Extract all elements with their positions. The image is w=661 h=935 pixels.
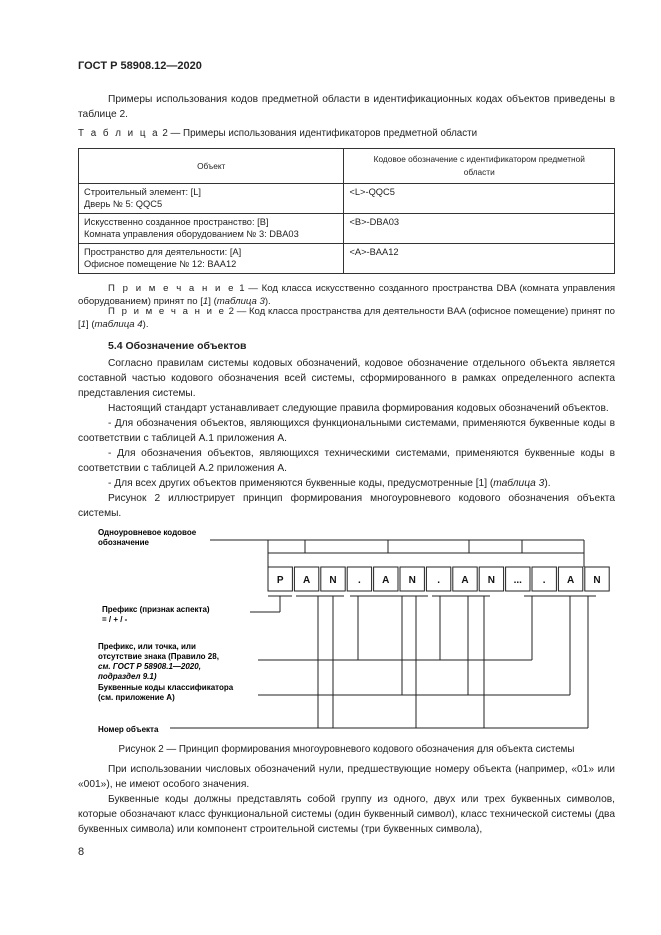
note-text: ] ( (208, 296, 217, 307)
code-box-char: . (358, 575, 361, 586)
note-text: 1 — Код класса искусственно созданного пространства DBA (комната управления оборудованием) принят по [ (78, 283, 616, 307)
table-cell-object (79, 184, 344, 214)
body-text (78, 356, 615, 521)
label-object-number: Номер объекта (98, 725, 159, 734)
paragraph-text: ). (544, 478, 551, 489)
figure-labels (98, 528, 234, 734)
note-table-ref: таблица 3 (216, 296, 265, 307)
code-box-char: N (408, 575, 416, 586)
figure-2-diagram (0, 520, 661, 745)
code-box-char: A (461, 575, 469, 586)
code-box-char: A (382, 575, 390, 586)
note-2 (78, 305, 615, 331)
note-table-ref: таблица 4 (94, 319, 143, 330)
object-line: Комната управления оборудованием № 3: DBA03 (84, 229, 299, 239)
paragraph: Настоящий стандарт устанавливает следующие правила формирования кодовых обозначений объектов. (108, 403, 609, 414)
paragraph: Согласно правилам системы кодовых обозначений, кодовое обозначение отдельного объекта является составной частью кодового обозначения всей системы, сформированного в рамках определенного аспекта представления системы. (78, 358, 615, 399)
paragraph: Буквенные коды должны представлять собой группу из одного, двух или трех буквенных символов, которые обозначают класс функциональной системы (один буквенный символ), класс технической системы (два буквенных символа) или компонент строительной системы (три буквенных символа), (78, 794, 615, 835)
note-text: ). (142, 319, 149, 330)
page-number: 8 (78, 846, 85, 858)
code-box-char: N (329, 575, 337, 586)
label-mid-4: подраздел 9.1) (98, 672, 157, 681)
table-cell-code: <A>-BAA12 (344, 244, 615, 274)
figure-caption: Рисунок 2 — Принцип формирования многоуровневого кодового обозначения для объекта системы (118, 744, 575, 755)
code-box-char: N (593, 575, 601, 586)
paragraph-text: - Для всех других объектов применяются буквенные коды, предусмотренные [1] ( (108, 478, 494, 489)
table-row (79, 214, 615, 244)
paragraph: При использовании числовых обозначений нули, предшествующие номеру объекта (например, «01» или «001»), не имеют особого значения. (78, 764, 615, 790)
table-cell-object (79, 214, 344, 244)
header-object: Объект (79, 149, 344, 184)
note-label: П р и м е ч а н и е (108, 306, 226, 317)
note-text: ] ( (86, 319, 95, 330)
code-box-char: A (566, 575, 575, 586)
code-box-char: N (487, 575, 496, 586)
table-header-row (79, 149, 615, 184)
label-single-level: Одноуровневое кодовое (98, 528, 197, 537)
body-text-after (78, 762, 615, 837)
table-cell-object (79, 244, 344, 274)
table-2 (78, 148, 615, 274)
code-box-char: P (276, 575, 284, 586)
object-line: Пространство для деятельности: [A] (84, 247, 242, 257)
code-box-char: . (437, 575, 440, 586)
label-mid-1: Префикс, или точка, или (98, 642, 196, 651)
code-boxes (268, 567, 609, 591)
object-line: Строительный элемент: [L] (84, 187, 201, 197)
code-box-char: ... (513, 575, 522, 586)
label-single-level-2: обозначение (98, 538, 149, 547)
label-letters-2: (см. приложение А) (98, 693, 175, 702)
label-prefix: Префикс (признак аспекта) (102, 605, 210, 614)
note-ref: 1 (202, 296, 209, 307)
table-cell-code: <L>-QQC5 (344, 184, 615, 214)
table-row (79, 244, 615, 274)
label-prefix-signs: = / + / - (102, 615, 128, 624)
note-ref: 1 (80, 319, 87, 330)
code-box-char: A (302, 575, 311, 586)
object-line: Офисное помещение № 12: BAA12 (84, 259, 237, 269)
paragraph: - Для обозначения объектов, являющихся техническими системами, применяются буквенные коды в соответствии с таблицей А.2 приложения А. (78, 448, 615, 474)
header-code: Кодовое обозначение с идентификатором предметной области (344, 149, 615, 184)
table-row (79, 184, 615, 214)
paragraph: Рисунок 2 иллюстрирует принцип формирования многоуровневого кодового обозначения объекта системы. (78, 493, 615, 519)
table-caption (78, 128, 477, 139)
code-box-char: . (542, 575, 546, 586)
paragraph: - Для обозначения объектов, являющихся функциональными системами, применяются буквенные коды в соответствии с таблицей А.1 приложения А. (78, 418, 615, 444)
label-mid-3: см. ГОСТ Р 58908.1—2020, (98, 662, 201, 671)
object-line: Дверь № 5: QQC5 (84, 199, 163, 209)
label-letters-1: Буквенные коды классификатора (98, 683, 234, 692)
table-caption-label: Т а б л и ц а (78, 128, 160, 139)
object-line: Искусственно созданное пространство: [B] (84, 217, 269, 227)
table-caption-text: 2 — Примеры использования идентификаторов предметной области (162, 128, 478, 139)
section-title: 5.4 Обозначение объектов (108, 340, 247, 352)
label-mid-2: отсутствие знака (Правило 28, (98, 652, 219, 661)
intro-paragraph: Примеры использования кодов предметной области в идентификационных кодах объектов приведены в таблице 2. (78, 94, 615, 120)
paragraph-table-ref: таблица 3 (493, 478, 545, 489)
note-label: П р и м е ч а н и е (108, 283, 236, 294)
note-text: ). (264, 296, 271, 307)
table-cell-code: <B>-DBA03 (344, 214, 615, 244)
document-header: ГОСТ Р 58908.12—2020 (78, 60, 202, 72)
paragraph (78, 476, 615, 491)
note-text: 2 — Код класса пространства для деятельности BAA (офисное помещение) принят по [ (78, 306, 616, 330)
